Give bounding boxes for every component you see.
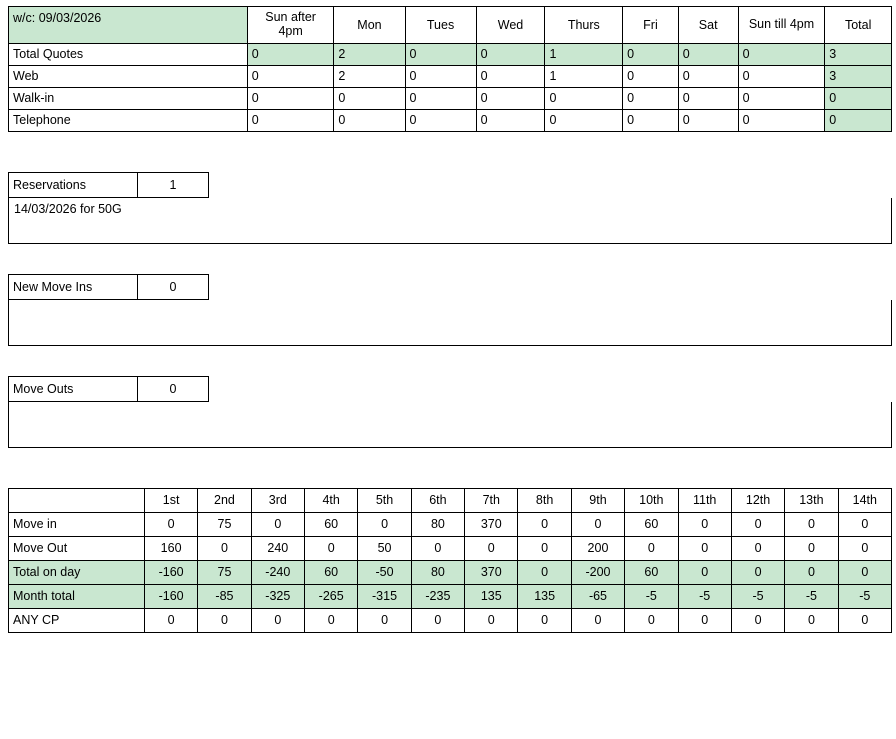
- cell: 60: [625, 561, 678, 585]
- cell: 0: [678, 609, 731, 633]
- cell: 0: [251, 609, 304, 633]
- daily-movement-table: [8, 488, 892, 633]
- daily-col-12th: 12th: [731, 489, 784, 513]
- new-move-ins-label: New Move Ins: [9, 275, 138, 300]
- cell: 0: [411, 537, 464, 561]
- cell: 0: [623, 88, 679, 110]
- cell: -5: [731, 585, 784, 609]
- spacer: [8, 346, 892, 376]
- cell: 0: [358, 513, 411, 537]
- table-row: [9, 585, 892, 609]
- cell: 0: [144, 513, 197, 537]
- cell: 135: [465, 585, 518, 609]
- cell: 0: [738, 110, 825, 132]
- daily-row-label-month-total: Month total: [9, 585, 145, 609]
- move-outs-note: [8, 402, 892, 448]
- reservations-label: Reservations: [9, 173, 138, 198]
- cell: 0: [678, 561, 731, 585]
- cell: 1: [545, 44, 623, 66]
- table-row: [9, 275, 209, 300]
- move-outs-count: 0: [138, 377, 209, 402]
- cell: 0: [738, 88, 825, 110]
- cell: 0: [838, 537, 891, 561]
- cell: 0: [518, 513, 571, 537]
- spacer: [8, 448, 892, 488]
- cell: 0: [247, 44, 334, 66]
- cell: 0: [731, 609, 784, 633]
- cell: 0: [678, 88, 738, 110]
- daily-col-2nd: 2nd: [198, 489, 251, 513]
- cell: 0: [678, 44, 738, 66]
- cell: 0: [623, 110, 679, 132]
- cell: 2: [334, 44, 405, 66]
- cell: -325: [251, 585, 304, 609]
- cell: 75: [198, 561, 251, 585]
- cell: 0: [405, 110, 476, 132]
- cell: 0: [247, 66, 334, 88]
- cell: 0: [623, 44, 679, 66]
- cell: 1: [545, 66, 623, 88]
- cell: -315: [358, 585, 411, 609]
- table-row: [9, 513, 892, 537]
- table-row: [9, 377, 209, 402]
- cell: 0: [838, 513, 891, 537]
- cell: -5: [678, 585, 731, 609]
- cell: 0: [625, 537, 678, 561]
- quotes-row-label-web: Web: [9, 66, 248, 88]
- cell: 0: [405, 44, 476, 66]
- cell: 0: [623, 66, 679, 88]
- daily-row-label-move-out: Move Out: [9, 537, 145, 561]
- quotes-row-label-telephone: Telephone: [9, 110, 248, 132]
- cell: 0: [518, 609, 571, 633]
- new-move-ins-header-table: [8, 274, 209, 300]
- table-row: [9, 66, 892, 88]
- cell: 200: [571, 537, 624, 561]
- cell: 0: [731, 561, 784, 585]
- cell: 0: [678, 513, 731, 537]
- reservations-header-table: [8, 172, 209, 198]
- reservations-note: 14/03/2026 for 50G: [8, 198, 892, 244]
- cell: 0: [144, 609, 197, 633]
- cell: 240: [251, 537, 304, 561]
- cell: 0: [838, 561, 891, 585]
- cell: 0: [476, 110, 545, 132]
- daily-header-row: [9, 489, 892, 513]
- cell: 0: [571, 609, 624, 633]
- cell: 60: [305, 513, 358, 537]
- daily-col-1st: 1st: [144, 489, 197, 513]
- cell: 0: [465, 537, 518, 561]
- cell: 60: [305, 561, 358, 585]
- cell: 0: [571, 513, 624, 537]
- table-row: [9, 537, 892, 561]
- table-row: [9, 44, 892, 66]
- cell: -200: [571, 561, 624, 585]
- new-move-ins-note: [8, 300, 892, 346]
- quotes-col-total: Total: [825, 7, 892, 44]
- cell: -50: [358, 561, 411, 585]
- cell: -160: [144, 561, 197, 585]
- cell: 0: [247, 88, 334, 110]
- daily-col-14th: 14th: [838, 489, 891, 513]
- daily-row-label-move-in: Move in: [9, 513, 145, 537]
- cell: 0: [738, 44, 825, 66]
- cell: 0: [251, 513, 304, 537]
- table-row: [9, 110, 892, 132]
- quotes-header-row: [9, 7, 892, 44]
- cell: 0: [625, 609, 678, 633]
- cell: -265: [305, 585, 358, 609]
- cell: 0: [247, 110, 334, 132]
- table-row: [9, 88, 892, 110]
- cell: 2: [334, 66, 405, 88]
- cell: 0: [476, 88, 545, 110]
- move-outs-block: [8, 376, 892, 448]
- quotes-row-label-total: Total Quotes: [9, 44, 248, 66]
- daily-corner-cell: [9, 489, 145, 513]
- move-outs-label: Move Outs: [9, 377, 138, 402]
- cell: 0: [305, 609, 358, 633]
- cell: -160: [144, 585, 197, 609]
- cell: 0: [785, 513, 838, 537]
- cell: 135: [518, 585, 571, 609]
- cell: 0: [405, 88, 476, 110]
- cell: 0: [825, 110, 892, 132]
- cell: 0: [334, 110, 405, 132]
- daily-col-6th: 6th: [411, 489, 464, 513]
- quotes-col-tues: Tues: [405, 7, 476, 44]
- cell: -240: [251, 561, 304, 585]
- daily-col-3rd: 3rd: [251, 489, 304, 513]
- cell: 60: [625, 513, 678, 537]
- quotes-col-sat: Sat: [678, 7, 738, 44]
- daily-col-8th: 8th: [518, 489, 571, 513]
- cell: -235: [411, 585, 464, 609]
- cell: 0: [358, 609, 411, 633]
- quotes-col-thurs: Thurs: [545, 7, 623, 44]
- cell: 0: [411, 609, 464, 633]
- cell: 0: [465, 609, 518, 633]
- cell: 0: [198, 609, 251, 633]
- reservations-count: 1: [138, 173, 209, 198]
- cell: 370: [465, 513, 518, 537]
- quotes-row-label-walkin: Walk-in: [9, 88, 248, 110]
- daily-row-label-total-on-day: Total on day: [9, 561, 145, 585]
- cell: -5: [625, 585, 678, 609]
- quotes-col-wed: Wed: [476, 7, 545, 44]
- cell: -5: [838, 585, 891, 609]
- cell: -85: [198, 585, 251, 609]
- table-row: [9, 609, 892, 633]
- daily-row-label-any-cp: ANY CP: [9, 609, 145, 633]
- spacer: [8, 244, 892, 274]
- quotes-table: [8, 6, 892, 132]
- cell: 0: [678, 110, 738, 132]
- cell: 0: [838, 609, 891, 633]
- cell: 50: [358, 537, 411, 561]
- cell: 160: [144, 537, 197, 561]
- cell: 0: [545, 88, 623, 110]
- cell: 0: [738, 66, 825, 88]
- cell: 370: [465, 561, 518, 585]
- cell: 75: [198, 513, 251, 537]
- cell: 0: [518, 537, 571, 561]
- cell: 0: [334, 88, 405, 110]
- new-move-ins-block: [8, 274, 892, 346]
- quotes-col-mon: Mon: [334, 7, 405, 44]
- reservations-block: [8, 172, 892, 244]
- cell: 0: [476, 66, 545, 88]
- quotes-col-fri: Fri: [623, 7, 679, 44]
- cell: 0: [678, 537, 731, 561]
- cell: 80: [411, 513, 464, 537]
- spreadsheet-sheet: [8, 6, 892, 633]
- daily-col-5th: 5th: [358, 489, 411, 513]
- cell: 80: [411, 561, 464, 585]
- cell: 0: [305, 537, 358, 561]
- cell: 0: [785, 609, 838, 633]
- cell: 0: [405, 66, 476, 88]
- cell: 3: [825, 66, 892, 88]
- cell: 0: [518, 561, 571, 585]
- daily-col-10th: 10th: [625, 489, 678, 513]
- cell: -5: [785, 585, 838, 609]
- quotes-col-sun-till-4pm: Sun till 4pm: [738, 7, 825, 44]
- week-commencing-label: w/c: 09/03/2026: [9, 7, 248, 44]
- move-outs-header-table: [8, 376, 209, 402]
- cell: 0: [785, 537, 838, 561]
- table-row: [9, 561, 892, 585]
- daily-col-13th: 13th: [785, 489, 838, 513]
- cell: 0: [825, 88, 892, 110]
- cell: 0: [678, 66, 738, 88]
- daily-col-11th: 11th: [678, 489, 731, 513]
- cell: 3: [825, 44, 892, 66]
- cell: 0: [545, 110, 623, 132]
- daily-col-9th: 9th: [571, 489, 624, 513]
- daily-col-7th: 7th: [465, 489, 518, 513]
- table-row: [9, 173, 209, 198]
- cell: 0: [476, 44, 545, 66]
- cell: 0: [731, 513, 784, 537]
- new-move-ins-count: 0: [138, 275, 209, 300]
- cell: 0: [198, 537, 251, 561]
- daily-col-4th: 4th: [305, 489, 358, 513]
- cell: 0: [785, 561, 838, 585]
- cell: -65: [571, 585, 624, 609]
- quotes-col-sun-after-4pm: Sun after 4pm: [247, 7, 334, 44]
- cell: 0: [731, 537, 784, 561]
- spacer: [8, 132, 892, 172]
